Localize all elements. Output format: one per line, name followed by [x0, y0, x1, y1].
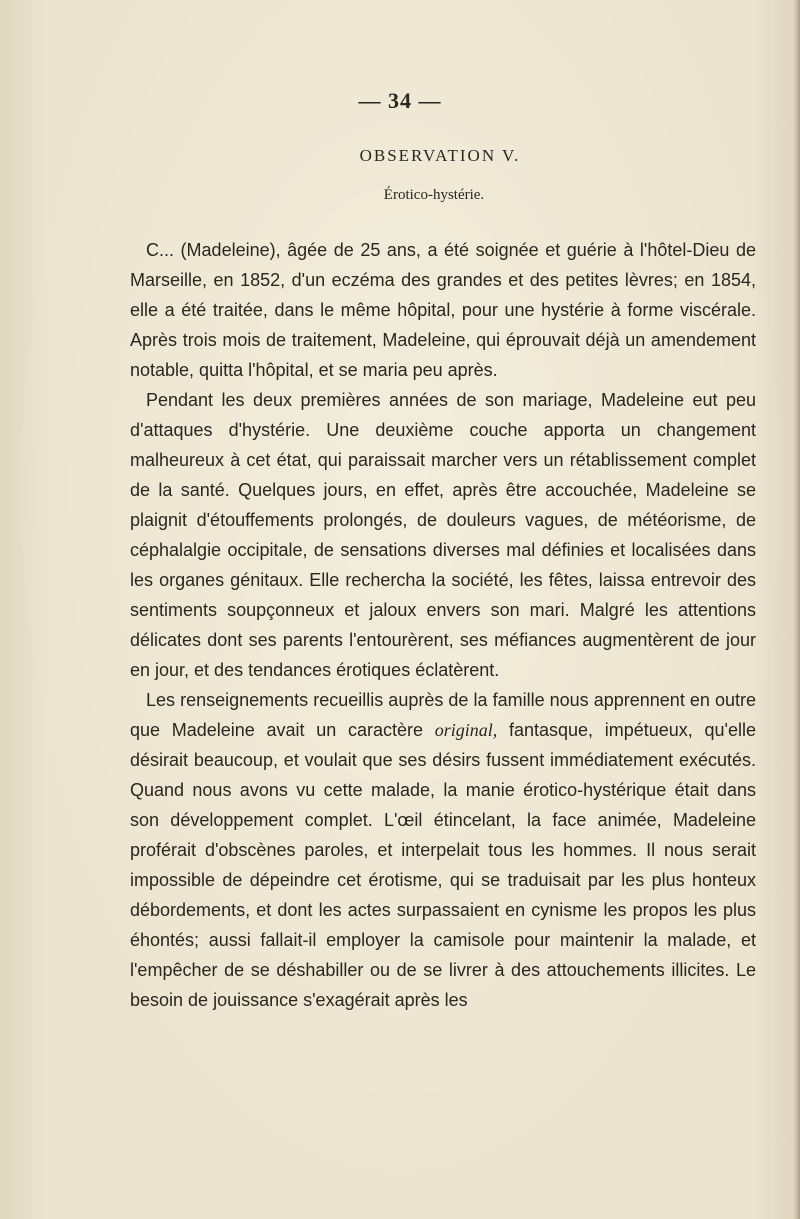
paragraph-1: C... (Madeleine), âgée de 25 ans, a été soignée et guérie à l'hôtel-Dieu de Marseille, en 1852, d'un eczéma des grandes et des petites lèvres; en 1854, elle a été traitée, dans le même hôpital, pour une hystérie à forme viscérale. Après trois mois de traitement, Madeleine, qui éprouvait déjà un amendement notable, quitta l'hôpital, et se maria peu après. — [130, 240, 756, 380]
paragraph-3-start: Les renseignements recueillis auprès de la famille nous apprennent en outre que Madeleine avait un caractère — [130, 690, 756, 740]
paragraph-3 — [130, 685, 756, 1015]
observation-heading: OBSERVATION V. — [359, 146, 521, 165]
paragraph-3-end: fantasque, impétueux, qu'elle désirait beaucoup, et voulait que ses désirs fussent immédiatement exécutés. Quand nous avons vu cette malade, la manie érotico-hystérique était dans son développement complet. L'œil étincelant, la face animée, Madeleine proférait d'obscènes paroles, et interpelait tous les hommes. Il nous serait impossible de dépeindre cet érotisme, qui se traduisait par les plus honteux débordements, et dont les actes surpassaient en cynisme les propos les plus éhontés; aussi fallait-il employer la camisole pour maintenir la malade, et l'empêcher de se déshabiller ou de se livrer à des attouchements illicites. Le besoin de jouissance s'exagérait après les — [130, 720, 756, 1010]
page-edge-shadow — [794, 0, 800, 1219]
paragraph-2: Pendant les deux premières années de son mariage, Madeleine eut peu d'attaques d'hystérie. Une deuxième couche apporta un changement malheureux à cet état, qui paraissait marcher vers un rétablissement complet de la santé. Quelques jours, en effet, après être accouchée, Madeleine se plaignit d'étouffements prolongés, de douleurs vagues, de météorisme, de céphalalgie occipitale, de sensations diverses mal définies et localisées dans les organes génitaux. Elle rechercha la société, les fêtes, laissa entrevoir des sentiments soupçonneux et jaloux envers son mari. Malgré les attentions délicates dont ses parents l'entourèrent, ses méfiances augmentèrent de jour en jour, et des tendances érotiques éclatèrent. — [130, 390, 756, 680]
observation-subheading: Érotico-hystérie. — [383, 187, 485, 203]
italic-term: original, — [434, 720, 498, 740]
page-number: — 34 — — [358, 88, 442, 113]
body-text — [130, 235, 756, 1015]
